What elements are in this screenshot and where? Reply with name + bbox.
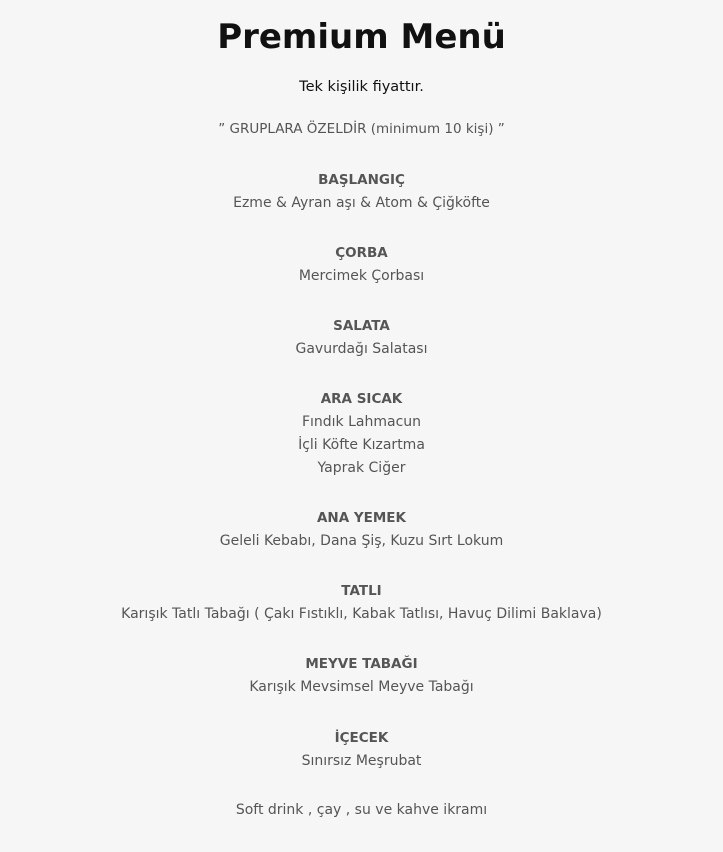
section-heading: ÇORBA bbox=[335, 245, 388, 261]
section-corba bbox=[0, 243, 723, 289]
menu-item: Geleli Kebabı, Dana Şiş, Kuzu Sırt Lokum bbox=[219, 533, 504, 549]
section-salata bbox=[0, 316, 723, 362]
footer-note: Soft drink , çay , su ve kahve ikramı bbox=[235, 802, 488, 818]
section-ara-sicak bbox=[0, 389, 723, 481]
menu-item: İçli Köfte Kızartma bbox=[298, 437, 425, 453]
section-heading: ARA SICAK bbox=[320, 391, 403, 407]
section-heading: MEYVE TABAĞI bbox=[305, 656, 418, 672]
section-ana-yemek bbox=[0, 508, 723, 554]
section-heading: TATLI bbox=[341, 583, 382, 599]
page-title: Premium Menü bbox=[217, 17, 506, 57]
section-heading: ANA YEMEK bbox=[316, 510, 406, 526]
menu-item: Karışık Tatlı Tabağı ( Çakı Fıstıklı, Kabak Tatlısı, Havuç Dilimi Baklava) bbox=[121, 606, 602, 622]
section-heading: BAŞLANGIÇ bbox=[318, 172, 405, 188]
menu-item: Yaprak Ciğer bbox=[317, 460, 406, 476]
price-note: Tek kişilik fiyattır. bbox=[299, 79, 424, 95]
section-meyve-tabagi bbox=[0, 654, 723, 700]
menu-item: Karışık Mevsimsel Meyve Tabağı bbox=[249, 679, 474, 695]
section-heading: SALATA bbox=[333, 318, 390, 334]
section-tatli bbox=[0, 581, 723, 627]
menu-item: Gavurdağı Salatası bbox=[295, 341, 428, 357]
section-baslangic bbox=[0, 170, 723, 216]
menu-item: Fındık Lahmacun bbox=[301, 414, 422, 430]
section-heading: İÇECEK bbox=[334, 730, 389, 746]
group-note: ” GRUPLARA ÖZELDİR (minimum 10 kişi) ” bbox=[218, 121, 505, 137]
menu-item: Ezme & Ayran aşı & Atom & Çiğköfte bbox=[233, 195, 490, 211]
menu-item: Mercimek Çorbası bbox=[298, 268, 425, 284]
menu-item: Sınırsız Meşrubat bbox=[301, 753, 422, 769]
section-icecek bbox=[0, 728, 723, 774]
